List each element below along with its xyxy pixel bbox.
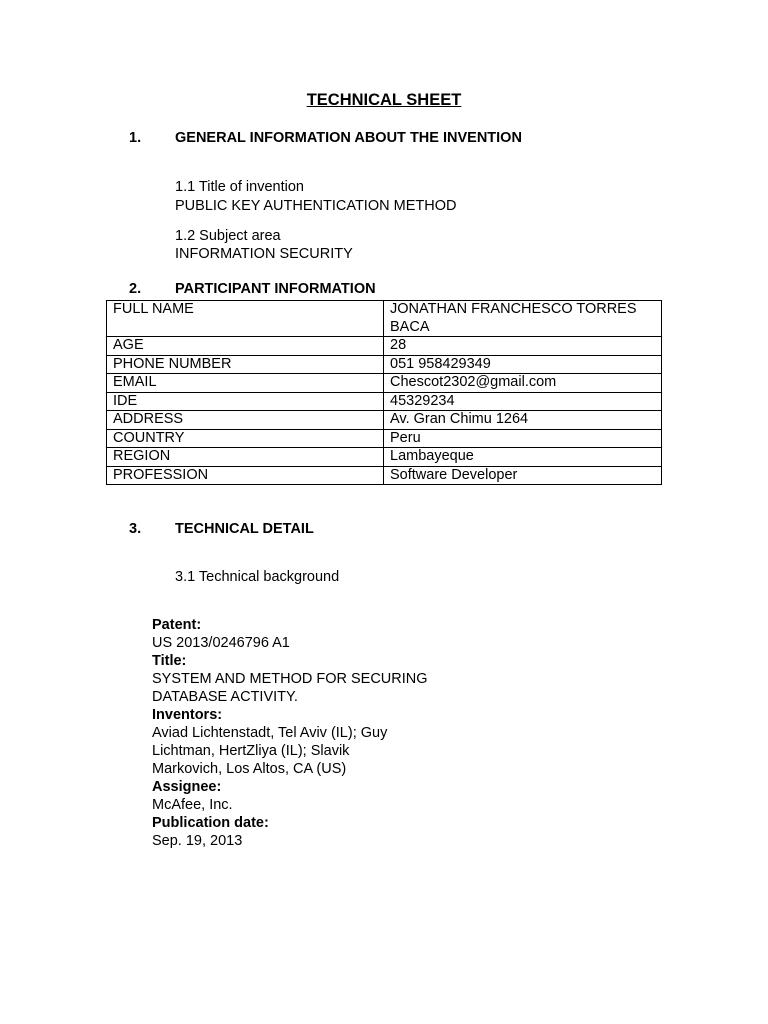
field-label: FULL NAME <box>107 301 384 337</box>
field-value: 45329234 <box>384 392 662 411</box>
section-3-heading: TECHNICAL DETAIL <box>175 521 314 537</box>
patent-label: Patent: <box>152 617 202 633</box>
field-value: Av. Gran Chimu 1264 <box>384 411 662 430</box>
invention-title-value: PUBLIC KEY AUTHENTICATION METHOD <box>175 198 457 214</box>
field-value: Lambayeque <box>384 448 662 467</box>
field-value <box>384 301 662 337</box>
section-2-heading: PARTICIPANT INFORMATION <box>175 281 376 297</box>
table-row <box>107 337 662 356</box>
field-value: Peru <box>384 429 662 448</box>
field-label: AGE <box>107 337 384 356</box>
field-label: REGION <box>107 448 384 467</box>
field-value: 051 958429349 <box>384 355 662 374</box>
full-name-line2: BACA <box>390 318 430 335</box>
full-name-line1: JONATHAN FRANCHESCO TORRES <box>390 301 637 317</box>
table-row <box>107 374 662 393</box>
field-label: PHONE NUMBER <box>107 355 384 374</box>
inventors-line1: Aviad Lichtenstadt, Tel Aviv (IL); Guy <box>152 725 388 741</box>
subsection-3-1-label: 3.1 Technical background <box>175 569 340 585</box>
publication-date-label: Publication date: <box>152 815 269 831</box>
page-title: TECHNICAL SHEET <box>306 91 462 109</box>
field-label: ADDRESS <box>107 411 384 430</box>
title-value-line1: SYSTEM AND METHOD FOR SECURING <box>152 671 428 687</box>
table-row <box>107 448 662 467</box>
field-value: Chescot2302@gmail.com <box>384 374 662 393</box>
field-label: COUNTRY <box>107 429 384 448</box>
table-row <box>107 429 662 448</box>
field-label: EMAIL <box>107 374 384 393</box>
inventors-line3: Markovich, Los Altos, CA (US) <box>152 761 347 777</box>
table-row <box>107 392 662 411</box>
subsection-1-2-label: 1.2 Subject area <box>175 228 281 244</box>
assignee-label: Assignee: <box>152 779 222 795</box>
patent-details <box>152 616 428 850</box>
participant-info-table <box>106 300 662 485</box>
assignee-value: McAfee, Inc. <box>152 797 233 813</box>
subsection-1-1-label: 1.1 Title of invention <box>175 179 304 195</box>
table-row <box>107 355 662 374</box>
section-2-number: 2. <box>129 281 142 297</box>
publication-date-value: Sep. 19, 2013 <box>152 833 243 849</box>
section-3-number: 3. <box>129 521 142 537</box>
section-1-number: 1. <box>129 130 142 146</box>
inventors-line2: Lichtman, HertZliya (IL); Slavik <box>152 743 350 759</box>
title-label: Title: <box>152 653 187 669</box>
inventors-label: Inventors: <box>152 707 223 723</box>
section-1-heading: GENERAL INFORMATION ABOUT THE INVENTION <box>175 130 522 146</box>
field-value: 28 <box>384 337 662 356</box>
table-row <box>107 301 662 337</box>
field-value: Software Developer <box>384 466 662 485</box>
subject-area-value: INFORMATION SECURITY <box>175 246 353 262</box>
patent-value: US 2013/0246796 A1 <box>152 635 290 651</box>
field-label: PROFESSION <box>107 466 384 485</box>
table-row <box>107 466 662 485</box>
title-value-line2: DATABASE ACTIVITY. <box>152 689 298 705</box>
field-label: IDE <box>107 392 384 411</box>
table-row <box>107 411 662 430</box>
